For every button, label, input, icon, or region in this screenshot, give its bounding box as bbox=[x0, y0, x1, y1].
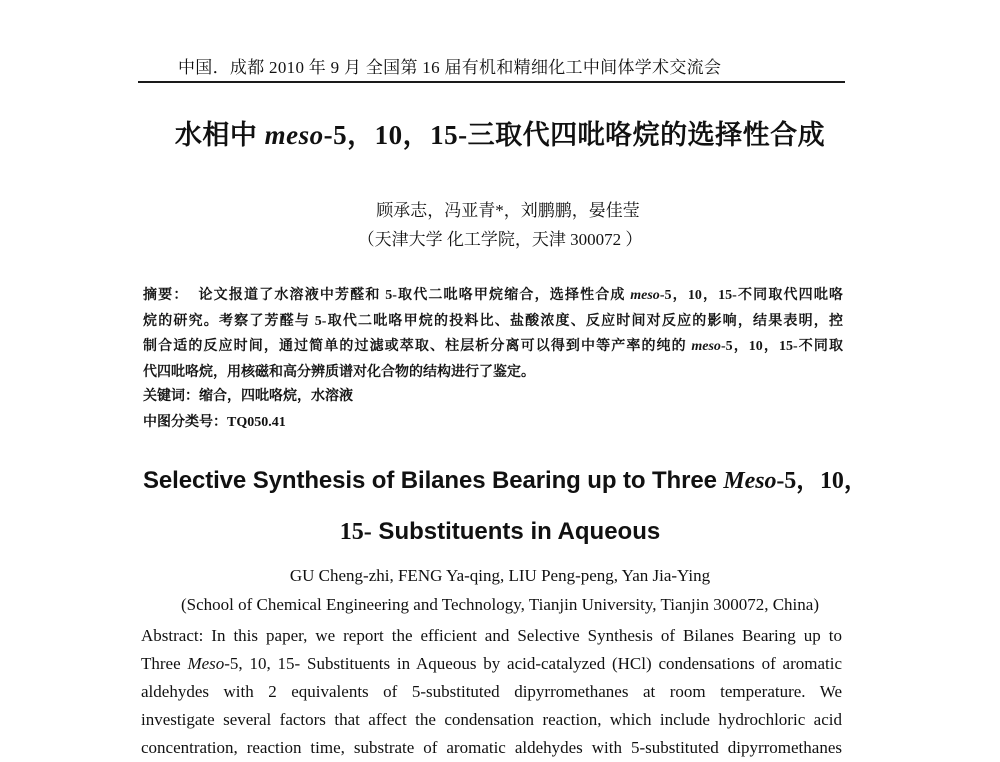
italic-run: meso bbox=[630, 288, 660, 303]
running-header: 中国．成都 2010 年 9 月 全国第 16 届有机和精细化工中间体学术交流会 bbox=[178, 58, 722, 77]
header-rule bbox=[138, 81, 845, 83]
en-abstract-line bbox=[141, 678, 842, 706]
text-run: 15- bbox=[339, 519, 372, 545]
cn-title-italic: meso bbox=[264, 120, 324, 150]
en-affiliation: (School of Chemical Engineering and Technology, Tianjin University, Tianjin 300072, China) bbox=[181, 595, 819, 614]
text-run: -5，10，15-不同取 bbox=[720, 339, 843, 354]
cn-abstract-line bbox=[143, 283, 843, 309]
text-run: Selective Synthesis of Bilanes Bearing up to Three bbox=[143, 467, 724, 494]
en-title-line-2 bbox=[0, 518, 1000, 546]
en-abstract-line bbox=[141, 650, 842, 678]
cn-title bbox=[0, 113, 1000, 152]
text-run: Three bbox=[141, 654, 188, 673]
en-title-line-1 bbox=[143, 460, 868, 495]
italic-run: Meso bbox=[723, 468, 777, 494]
text-run: 代四吡咯烷，用核磁和高分辨质谱对化合物的结构进行了鉴定。 bbox=[143, 364, 535, 380]
cn-abstract bbox=[143, 283, 843, 385]
cn-title-post: -5，10，15-三取代四吡咯烷的选择性合成 bbox=[323, 120, 826, 150]
text-run: -5, 10, 15- Substituents in Aqueous by acid-catalyzed (HCl) condensations of aromatic bbox=[224, 654, 842, 673]
en-abstract bbox=[141, 622, 842, 762]
text-run: 论文报道了水溶液中芳醛和 5-取代二吡咯甲烷缩合，选择性合成 bbox=[198, 288, 631, 303]
text-run: investigate several factors that affect the condensation reaction, which include hydrochloric acid bbox=[141, 710, 842, 729]
en-abstract-line bbox=[141, 622, 842, 650]
text-run: Substituents in Aqueous bbox=[371, 518, 661, 545]
italic-run: Meso bbox=[187, 654, 225, 673]
cn-affiliation: （天津大学 化工学院，天津 300072 ） bbox=[357, 230, 643, 249]
cn-abstract-line bbox=[143, 360, 843, 386]
text-run: Abstract: In this paper, we report the efficient and Selective Synthesis of Bilanes Bearing up to bbox=[141, 626, 842, 645]
cn-keywords: 关键词：缩合，四吡咯烷，水溶液 bbox=[143, 389, 353, 404]
cn-abstract-label: 摘要： bbox=[143, 288, 189, 303]
en-authors: GU Cheng-zhi, FENG Ya-qing, LIU Peng-peng, Yan Jia-Ying bbox=[289, 566, 711, 585]
text-run: concentration, reaction time, substrate of aromatic aldehydes with 5-substituted dipyrromethanes bbox=[141, 738, 842, 757]
text-run: aldehydes with 2 equivalents of 5-substituted dipyrromethanes at room temperature. We bbox=[141, 682, 842, 701]
text-run: -5，10，15-不同取代四吡咯 bbox=[659, 288, 843, 303]
cn-authors: 顾承志，冯亚青*，刘鹏鹏，晏佳莹 bbox=[376, 201, 640, 220]
text-run: 烷的研究。考察了芳醛与 5-取代二吡咯甲烷的投料比、盐酸浓度、反应时间对反应的影响，结果表明，控 bbox=[143, 313, 843, 329]
en-abstract-line bbox=[141, 734, 842, 762]
text-run: -5，10， bbox=[776, 468, 868, 494]
text-run: 制合适的反应时间，通过简单的过滤或萃取、柱层析分离可以得到中等产率的纯的 bbox=[143, 339, 692, 354]
cn-title-pre: 水相中 bbox=[174, 120, 265, 150]
cn-classification: 中图分类号：TQ050.41 bbox=[143, 415, 286, 430]
italic-run: meso bbox=[691, 339, 721, 354]
cn-abstract-line bbox=[143, 309, 843, 335]
en-abstract-line bbox=[141, 706, 842, 734]
cn-abstract-line bbox=[143, 334, 843, 360]
